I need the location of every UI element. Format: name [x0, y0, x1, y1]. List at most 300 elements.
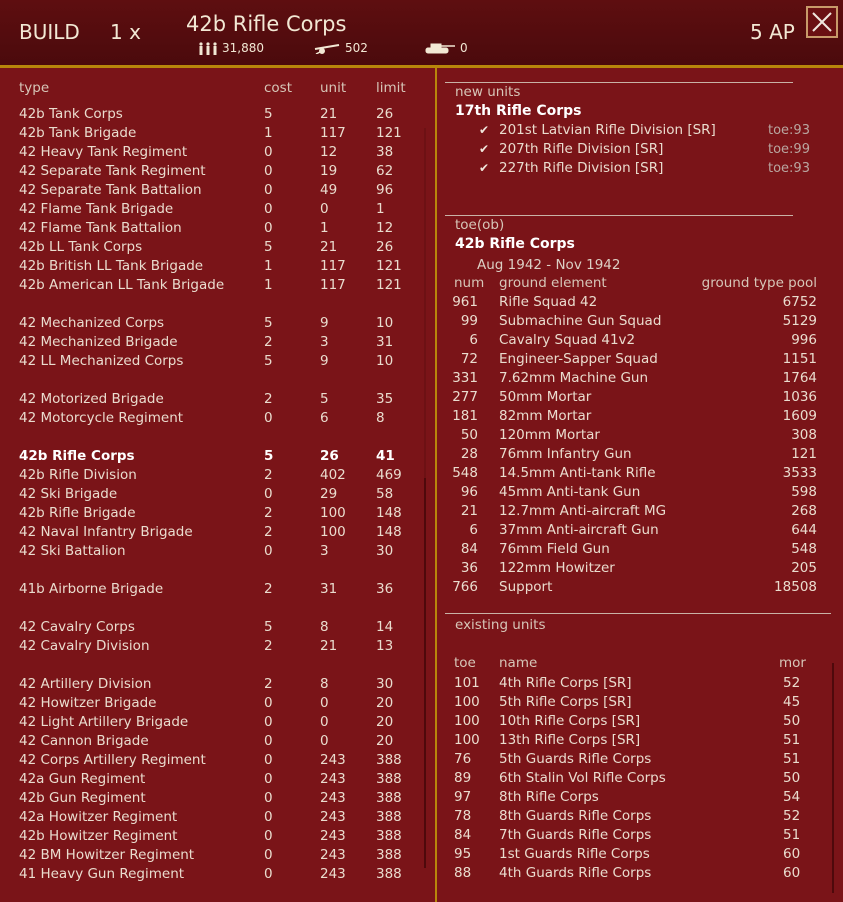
build-row[interactable] — [0, 315, 420, 332]
build-row[interactable] — [0, 866, 420, 883]
existing-unit-row[interactable] — [437, 827, 827, 844]
build-row-type: 42 Ski Brigade — [19, 486, 118, 502]
existing-row-name: 5th Rifle Corps [SR] — [499, 694, 632, 710]
build-row-type: 41b Airborne Brigade — [19, 581, 164, 597]
existing-unit-row[interactable] — [437, 694, 827, 711]
toe-row-num: 99 — [460, 313, 478, 329]
build-row[interactable] — [0, 144, 420, 161]
toe-row-pool: 5129 — [782, 313, 817, 329]
build-row-type: 42 Naval Infantry Brigade — [19, 524, 193, 540]
build-row-limit: 121 — [376, 125, 402, 141]
build-row-unit: 243 — [320, 866, 346, 882]
build-row[interactable] — [0, 847, 420, 864]
build-row-limit: 62 — [376, 163, 394, 179]
existing-divider — [445, 613, 831, 614]
col-type: type — [19, 80, 50, 96]
toe-header — [437, 275, 843, 291]
build-row-type: 42 Cavalry Division — [19, 638, 150, 654]
build-row-cost: 2 — [264, 505, 273, 521]
soldiers-icon — [198, 42, 218, 55]
toe-row-element: Engineer-Sapper Squad — [499, 351, 658, 367]
existing-unit-row[interactable] — [437, 846, 827, 863]
build-row-limit: 20 — [376, 714, 394, 730]
existing-row-toe: 100 — [454, 694, 480, 710]
existing-row-mor: 45 — [783, 694, 801, 710]
checked-checkbox[interactable]: ✔ — [479, 161, 490, 175]
build-row[interactable] — [0, 619, 420, 636]
existing-row-mor: 50 — [783, 713, 801, 729]
build-row-limit: 14 — [376, 619, 394, 635]
build-row[interactable] — [0, 828, 420, 845]
toe-row-pool: 996 — [791, 332, 817, 348]
build-row-type: 42 Cannon Brigade — [19, 733, 149, 749]
build-row-type: 42b Howitzer Regiment — [19, 828, 178, 844]
build-row-cost: 0 — [264, 410, 273, 426]
build-row-type: 42a Howitzer Regiment — [19, 809, 178, 825]
guns-count: 502 — [345, 41, 368, 55]
build-quantity[interactable]: 1 x — [110, 20, 141, 44]
existing-row-toe: 97 — [454, 789, 472, 805]
toe-row-element: 50mm Mortar — [499, 389, 592, 405]
build-row[interactable] — [0, 638, 420, 655]
build-row-type: 42b Tank Brigade — [19, 125, 137, 141]
build-row-cost: 0 — [264, 486, 273, 502]
build-row-unit: 1 — [320, 220, 329, 236]
build-row-cost: 5 — [264, 619, 273, 635]
toe-row-num: 548 — [452, 465, 478, 481]
build-row-unit: 3 — [320, 543, 329, 559]
build-row-cost: 1 — [264, 125, 273, 141]
build-row-type: 42 Separate Tank Battalion — [19, 182, 202, 198]
build-row-type: 42 Mechanized Corps — [19, 315, 165, 331]
build-row-cost: 5 — [264, 353, 273, 369]
build-row-type: 42 Ski Battalion — [19, 543, 126, 559]
build-row-type: 42b British LL Tank Brigade — [19, 258, 204, 274]
toe-row — [437, 427, 843, 444]
build-row-limit: 8 — [376, 410, 385, 426]
build-row-limit: 388 — [376, 847, 402, 863]
build-row-unit: 6 — [320, 410, 329, 426]
build-row-limit: 36 — [376, 581, 394, 597]
build-row-unit: 29 — [320, 486, 338, 502]
build-row-limit: 38 — [376, 144, 394, 160]
toe-row-num: 72 — [460, 351, 478, 367]
toe-row — [437, 351, 843, 368]
close-icon — [808, 8, 836, 36]
existing-unit-row[interactable] — [437, 751, 827, 768]
toe-row-num: 36 — [460, 560, 478, 576]
build-row-unit: 100 — [320, 505, 346, 521]
existing-unit-row[interactable] — [437, 865, 827, 882]
existing-row-toe: 100 — [454, 732, 480, 748]
new-units-divider — [445, 82, 793, 83]
build-label: BUILD — [19, 20, 80, 44]
toe-row-num: 6 — [469, 332, 478, 348]
build-row-cost: 0 — [264, 790, 273, 806]
build-row-limit: 388 — [376, 771, 402, 787]
artillery-icon — [313, 42, 341, 54]
build-row-unit: 5 — [320, 391, 329, 407]
toe-row-pool: 308 — [791, 427, 817, 443]
build-row[interactable] — [0, 752, 420, 769]
tank-icon — [424, 42, 456, 54]
col-mor: mor — [779, 655, 806, 671]
build-row-limit: 12 — [376, 220, 394, 236]
col-name: name — [499, 655, 538, 671]
build-row[interactable] — [0, 334, 420, 351]
build-row-type: 42 LL Mechanized Corps — [19, 353, 184, 369]
tanks-stat — [424, 41, 468, 55]
existing-row-name: 8th Guards Rifle Corps — [499, 808, 652, 824]
build-row-limit: 121 — [376, 277, 402, 293]
toe-row-pool: 598 — [791, 484, 817, 500]
existing-row-mor: 54 — [783, 789, 801, 805]
build-row-limit: 20 — [376, 733, 394, 749]
build-row[interactable] — [0, 790, 420, 807]
new-unit-name-text: 201st Latvian Rifle Division [SR] — [499, 122, 716, 138]
toe-row-num: 6 — [469, 522, 478, 538]
toe-row — [437, 446, 843, 463]
build-row-type: 42 Flame Tank Battalion — [19, 220, 182, 236]
checked-checkbox[interactable]: ✔ — [479, 123, 490, 137]
build-row-type: 42b Rifle Brigade — [19, 505, 136, 521]
build-row[interactable] — [0, 163, 420, 180]
build-row-unit: 0 — [320, 733, 329, 749]
build-row-limit: 388 — [376, 809, 402, 825]
toe-row-element: 37mm Anti-aircraft Gun — [499, 522, 659, 538]
build-row-unit: 9 — [320, 353, 329, 369]
close-button[interactable] — [806, 6, 838, 38]
toe-row-element: 12.7mm Anti-aircraft MG — [499, 503, 667, 519]
existing-unit-row[interactable] — [437, 770, 827, 787]
build-row-unit: 19 — [320, 163, 338, 179]
existing-row-mor: 50 — [783, 770, 801, 786]
new-unit-name-text: 227th Rifle Division [SR] — [499, 160, 664, 176]
col-cost: cost — [264, 80, 293, 96]
toe-row — [437, 560, 843, 577]
existing-row-name: 5th Guards Rifle Corps — [499, 751, 652, 767]
guns-stat — [313, 41, 368, 55]
existing-row-toe: 76 — [454, 751, 472, 767]
build-row[interactable] — [0, 182, 420, 199]
build-row-type: 42 Motorcycle Regiment — [19, 410, 184, 426]
new-unit-toe: toe:93 — [768, 161, 810, 176]
build-row-cost: 2 — [264, 334, 273, 350]
existing-row-toe: 84 — [454, 827, 472, 843]
build-row-type: 42a Gun Regiment — [19, 771, 146, 787]
build-row[interactable] — [0, 543, 420, 560]
build-row-limit: 31 — [376, 334, 394, 350]
toe-row-num: 766 — [452, 579, 478, 595]
build-row-type: 42 Corps Artillery Regiment — [19, 752, 206, 768]
build-row-cost: 5 — [264, 239, 273, 255]
build-row-cost: 0 — [264, 543, 273, 559]
build-row-unit: 8 — [320, 676, 329, 692]
build-row-cost: 0 — [264, 201, 273, 217]
build-row-limit: 1 — [376, 201, 385, 217]
toe-row-element: 45mm Anti-tank Gun — [499, 484, 641, 500]
build-row-cost: 0 — [264, 752, 273, 768]
build-row-unit: 243 — [320, 771, 346, 787]
build-row-limit: 10 — [376, 353, 394, 369]
existing-row-toe: 89 — [454, 770, 472, 786]
build-row[interactable] — [0, 125, 420, 142]
left-scrollbar-thumb[interactable] — [424, 478, 426, 868]
build-row-limit: 10 — [376, 315, 394, 331]
build-row-type: 42 Artillery Division — [19, 676, 152, 692]
build-row-type: 42 Motorized Brigade — [19, 391, 164, 407]
existing-row-mor: 51 — [783, 827, 801, 843]
toe-row-num: 50 — [460, 427, 478, 443]
toe-row — [437, 484, 843, 501]
build-row-type: 42 BM Howitzer Regiment — [19, 847, 195, 863]
build-row[interactable] — [0, 201, 420, 218]
toe-row-pool: 121 — [791, 446, 817, 462]
existing-unit-row[interactable] — [437, 789, 827, 806]
build-row[interactable] — [0, 695, 420, 712]
build-row-cost: 0 — [264, 828, 273, 844]
existing-unit-row[interactable] — [437, 675, 827, 692]
toe-dates-text: Aug 1942 - Nov 1942 — [477, 257, 621, 273]
build-row-cost: 2 — [264, 524, 273, 540]
build-row[interactable] — [0, 467, 420, 484]
build-row-type: 42 Separate Tank Regiment — [19, 163, 206, 179]
build-row[interactable] — [0, 676, 420, 693]
build-row-unit: 243 — [320, 790, 346, 806]
toe-unit-name: 42b Rifle Corps — [455, 236, 575, 252]
toe-row-element: 122mm Howitzer — [499, 560, 615, 576]
build-row-type: 42b LL Tank Corps — [19, 239, 143, 255]
build-row-limit: 41 — [376, 448, 395, 464]
toe-row — [437, 522, 843, 539]
build-row-unit: 21 — [320, 638, 338, 654]
toe-row-element: Cavalry Squad 41v2 — [499, 332, 636, 348]
col-ground-type-pool: ground type pool — [701, 275, 817, 291]
toe-row — [437, 370, 843, 387]
toe-row-element: 76mm Infantry Gun — [499, 446, 632, 462]
existing-row-name: 6th Stalin Vol Rifle Corps — [499, 770, 666, 786]
build-row-limit: 388 — [376, 790, 402, 806]
existing-unit-row[interactable] — [437, 713, 827, 730]
build-row-limit: 20 — [376, 695, 394, 711]
toe-row-num: 21 — [460, 503, 478, 519]
existing-row-mor: 52 — [783, 808, 801, 824]
existing-row-name: 1st Guards Rifle Corps — [499, 846, 650, 862]
men-stat — [198, 41, 264, 55]
new-unit-name-text: 207th Rifle Division [SR] — [499, 141, 664, 157]
build-row-limit: 148 — [376, 524, 402, 540]
build-row-limit: 148 — [376, 505, 402, 521]
build-row[interactable] — [0, 239, 420, 256]
toe-row-element: 120mm Mortar — [499, 427, 600, 443]
build-row-limit: 26 — [376, 106, 394, 122]
build-row-limit: 26 — [376, 239, 394, 255]
build-row-limit: 13 — [376, 638, 394, 654]
build-row-unit: 402 — [320, 467, 346, 483]
toe-row-num: 277 — [452, 389, 478, 405]
toe-row-element: 7.62mm Machine Gun — [499, 370, 649, 386]
build-row-limit: 96 — [376, 182, 394, 198]
build-row-limit: 30 — [376, 543, 394, 559]
build-row-cost: 2 — [264, 391, 273, 407]
build-row-unit: 243 — [320, 847, 346, 863]
build-row[interactable] — [0, 809, 420, 826]
unit-title: 42b Rifle Corps — [186, 12, 347, 36]
build-row[interactable] — [0, 581, 420, 598]
build-row[interactable] — [0, 524, 420, 541]
build-row-type: 42 Cavalry Corps — [19, 619, 135, 635]
toe-row-pool: 18508 — [774, 579, 817, 595]
col-ground-element: ground element — [499, 275, 607, 291]
toe-row-pool: 1764 — [782, 370, 817, 386]
build-row-limit: 30 — [376, 676, 394, 692]
toe-row-num: 28 — [460, 446, 478, 462]
build-row-limit: 388 — [376, 866, 402, 882]
build-row[interactable] — [0, 486, 420, 503]
toe-row-element: Rifle Squad 42 — [499, 294, 598, 310]
build-row-limit: 388 — [376, 828, 402, 844]
existing-row-name: 4th Rifle Corps [SR] — [499, 675, 632, 691]
build-row[interactable] — [0, 277, 420, 294]
build-row-limit: 121 — [376, 258, 402, 274]
build-row-type: 42b American LL Tank Brigade — [19, 277, 225, 293]
toe-row — [437, 465, 843, 482]
build-row-cost: 5 — [264, 315, 273, 331]
new-units-title: new units — [455, 84, 521, 100]
header-bar — [0, 0, 843, 68]
toe-row-element: 76mm Field Gun — [499, 541, 610, 557]
build-row[interactable] — [0, 220, 420, 237]
build-row[interactable] — [0, 391, 420, 408]
existing-scrollbar[interactable] — [832, 663, 834, 893]
build-row-cost: 5 — [264, 106, 273, 122]
existing-row-name: 8th Rifle Corps — [499, 789, 599, 805]
build-row[interactable] — [0, 714, 420, 731]
existing-row-mor: 60 — [783, 846, 801, 862]
toe-row-pool: 6752 — [782, 294, 817, 310]
toe-row-element: Submachine Gun Squad — [499, 313, 662, 329]
existing-header — [437, 655, 843, 671]
existing-row-toe: 101 — [454, 675, 480, 691]
existing-row-toe: 100 — [454, 713, 480, 729]
toe-row-pool: 268 — [791, 503, 817, 519]
build-row-limit: 469 — [376, 467, 402, 483]
build-row-cost: 2 — [264, 676, 273, 692]
build-row[interactable] — [0, 771, 420, 788]
toe-row-element: 14.5mm Anti-tank Rifle — [499, 465, 656, 481]
build-row-unit: 12 — [320, 144, 338, 160]
build-row[interactable] — [0, 353, 420, 370]
toe-row — [437, 389, 843, 406]
build-row-type: 42 Howitzer Brigade — [19, 695, 157, 711]
build-row-cost: 0 — [264, 144, 273, 160]
build-row-type: 41 Heavy Gun Regiment — [19, 866, 185, 882]
build-row[interactable] — [0, 106, 420, 123]
build-row-limit: 35 — [376, 391, 394, 407]
toe-row-pool: 1036 — [782, 389, 817, 405]
toe-row-pool: 1151 — [782, 351, 817, 367]
existing-row-name: 10th Rifle Corps [SR] — [499, 713, 641, 729]
existing-row-mor: 51 — [783, 751, 801, 767]
build-row-limit: 58 — [376, 486, 394, 502]
build-row-cost: 0 — [264, 182, 273, 198]
existing-row-mor: 60 — [783, 865, 801, 881]
build-row-unit: 21 — [320, 239, 338, 255]
toe-row-num: 181 — [452, 408, 478, 424]
build-row-type: 42 Light Artillery Brigade — [19, 714, 189, 730]
existing-row-name: 4th Guards Rifle Corps — [499, 865, 652, 881]
build-row-cost: 0 — [264, 220, 273, 236]
build-row-cost: 2 — [264, 467, 273, 483]
build-row-unit: 3 — [320, 334, 329, 350]
build-row-unit: 117 — [320, 277, 346, 293]
build-row-type: 42b Gun Regiment — [19, 790, 146, 806]
build-row-cost: 5 — [264, 448, 274, 464]
build-row-cost: 0 — [264, 866, 273, 882]
toe-divider — [445, 215, 793, 216]
toe-title: toe(ob) — [455, 217, 505, 233]
build-row-unit: 9 — [320, 315, 329, 331]
col-limit: limit — [376, 80, 406, 96]
build-row[interactable] — [0, 410, 420, 427]
build-row-type: 42b Rifle Division — [19, 467, 137, 483]
build-row-unit: 243 — [320, 752, 346, 768]
build-row[interactable] — [0, 448, 420, 465]
build-list-panel — [0, 68, 435, 902]
existing-title: existing units — [455, 617, 546, 633]
checked-checkbox[interactable]: ✔ — [479, 142, 490, 156]
col-toe: toe — [454, 655, 476, 671]
build-row-cost: 0 — [264, 733, 273, 749]
build-row-unit: 26 — [320, 448, 339, 464]
build-row-unit: 243 — [320, 828, 346, 844]
build-row[interactable] — [0, 505, 420, 522]
build-row-unit: 117 — [320, 258, 346, 274]
build-row-type: 42b Tank Corps — [19, 106, 123, 122]
action-points: 5 AP — [750, 20, 795, 44]
build-row-cost: 1 — [264, 258, 273, 274]
existing-row-toe: 88 — [454, 865, 472, 881]
existing-row-mor: 51 — [783, 732, 801, 748]
build-row-unit: 100 — [320, 524, 346, 540]
build-row-cost: 0 — [264, 163, 273, 179]
toe-row-num: 331 — [452, 370, 478, 386]
build-row-cost: 1 — [264, 277, 273, 293]
col-unit: unit — [320, 80, 347, 96]
new-units-parent: 17th Rifle Corps — [455, 103, 582, 119]
toe-row-pool: 548 — [791, 541, 817, 557]
new-unit-toe: toe:99 — [768, 142, 810, 157]
existing-unit-row[interactable] — [437, 732, 827, 749]
new-unit-toe: toe:93 — [768, 123, 810, 138]
build-row[interactable] — [0, 733, 420, 750]
build-row-cost: 0 — [264, 847, 273, 863]
build-row-type: 42 Flame Tank Brigade — [19, 201, 174, 217]
build-row-cost: 0 — [264, 695, 273, 711]
toe-row — [437, 579, 843, 596]
build-row-cost: 2 — [264, 581, 273, 597]
toe-row-pool: 644 — [791, 522, 817, 538]
toe-row-element: Support — [499, 579, 553, 595]
existing-row-name: 13th Rifle Corps [SR] — [499, 732, 641, 748]
build-row-type: 42b Rifle Corps — [19, 448, 135, 464]
toe-row — [437, 332, 843, 349]
build-row-cost: 0 — [264, 771, 273, 787]
tanks-count: 0 — [460, 41, 468, 55]
men-count: 31,880 — [222, 41, 264, 55]
build-row[interactable] — [0, 258, 420, 275]
existing-unit-row[interactable] — [437, 808, 827, 825]
